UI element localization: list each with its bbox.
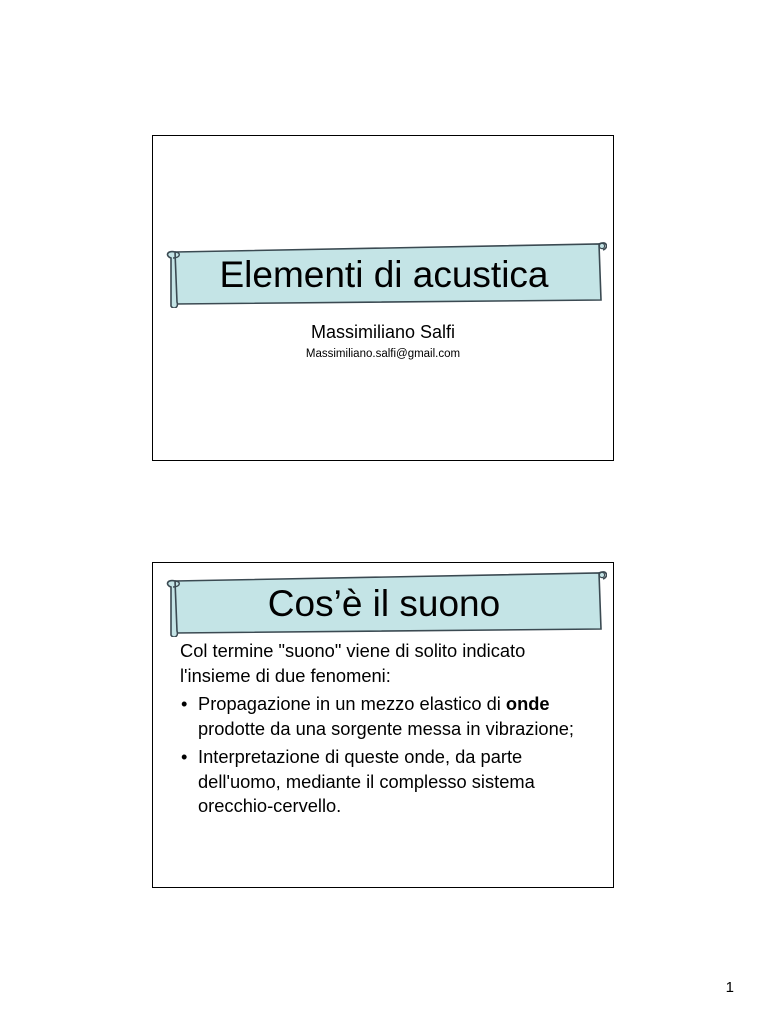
bullet-text: Propagazione in un mezzo elastico di <box>198 693 506 714</box>
title-scroll-banner <box>161 571 607 637</box>
slide-title: Elementi di acustica <box>219 254 549 295</box>
content-slide <box>152 562 614 888</box>
title-slide <box>152 135 614 461</box>
bullet-list <box>180 692 599 819</box>
list-item <box>180 692 599 741</box>
intro-text: l'insieme di due fenomeni: <box>180 664 391 686</box>
list-item <box>180 745 599 819</box>
title-scroll-banner <box>161 242 607 308</box>
author-name: Massimiliano Salfi <box>310 322 456 342</box>
slide-title: Cos’è il suono <box>267 583 501 624</box>
bullet-text: prodotte da una sorgente messa in vibrazione; <box>198 717 575 739</box>
author-email: Massimiliano.salfi@gmail.com <box>305 348 461 360</box>
bullet-glyph: • <box>181 693 188 714</box>
bold-term: onde <box>505 693 550 714</box>
slide-body <box>180 639 599 819</box>
page-number: 1 <box>725 979 734 996</box>
bullet-glyph: • <box>181 746 188 767</box>
intro-text: Col termine "suono" viene di solito indicato <box>180 640 526 661</box>
bullet-text: Interpretazione di queste onde, da parte dell'uomo, mediante il complesso sistema orecchio-cervello. <box>198 746 535 816</box>
